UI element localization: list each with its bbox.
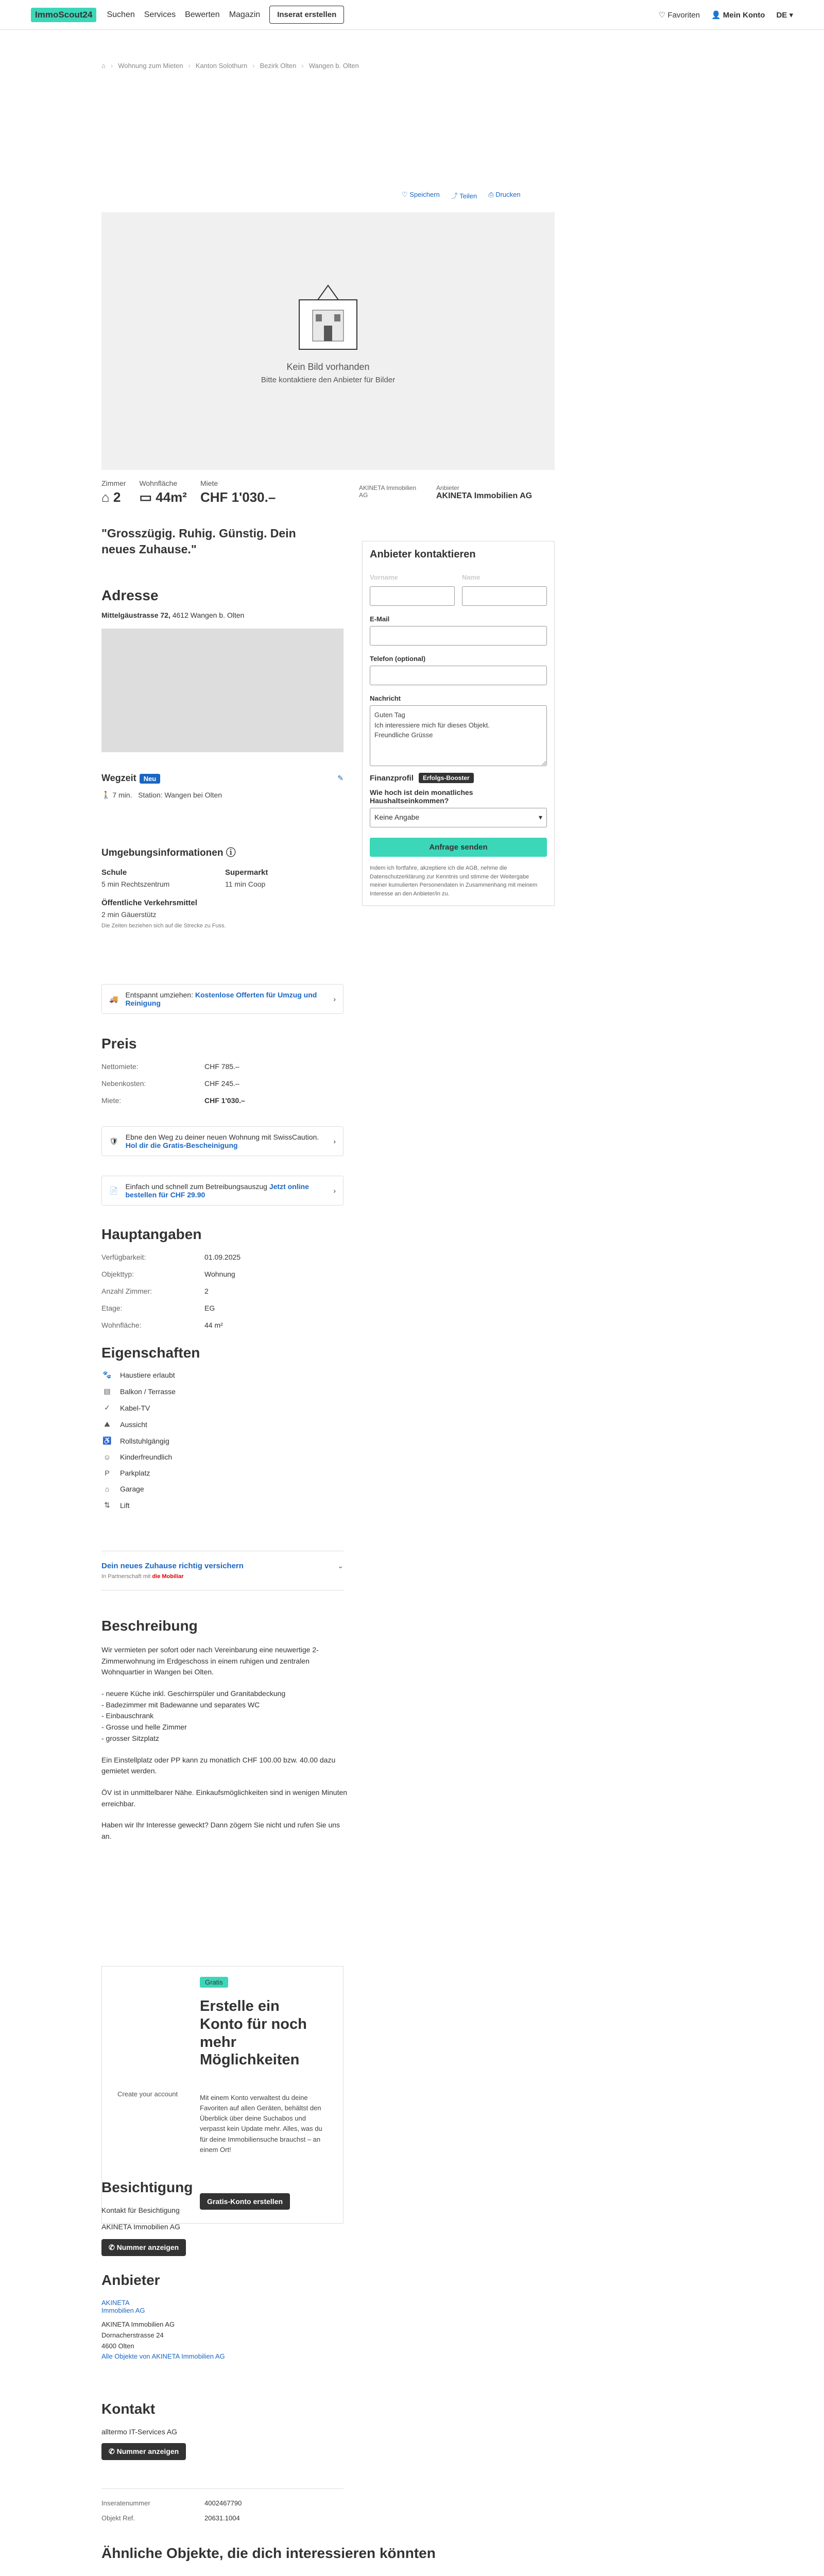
market-value: 11 min Coop: [225, 880, 266, 888]
properties-heading: Eigenschaften: [101, 1345, 200, 1361]
finance-profile: [370, 773, 547, 783]
email-label: E-Mail: [370, 615, 390, 623]
chevron-right-icon: ›: [333, 1187, 336, 1195]
agency-name: AKINETA Immobilien AG: [436, 492, 533, 500]
crumb-1[interactable]: Wohnung zum Mieten: [118, 61, 183, 70]
description-paragraph: Ein Einstellplatz oder PP kann zu monatlich CHF 100.00 bzw. 40.00 dazu gemietet werden.: [101, 1755, 336, 1775]
listing-number-value: 4002467790: [204, 2499, 242, 2507]
net-rent-value: CHF 785.–: [204, 1062, 239, 1071]
show-number-label: Nummer anzeigen: [116, 2447, 179, 2455]
view-icon: ⛰: [104, 1420, 110, 1428]
room-icon: ⌂: [101, 489, 113, 505]
provider-all-objects-link[interactable]: Alle Objekte von AKINETA Immobilien AG: [101, 2352, 225, 2361]
home-icon[interactable]: ⌂: [101, 61, 106, 70]
account-link[interactable]: [711, 10, 765, 20]
rent-label: Miete: [200, 479, 218, 487]
address-section: [101, 587, 344, 752]
success-booster-badge: Erfolgs-Booster: [419, 773, 474, 783]
insert-listing-button[interactable]: Inserat erstellen: [269, 6, 344, 24]
phone-icon: ✆: [109, 2447, 117, 2455]
address-heading: Adresse: [101, 587, 159, 603]
feature-item: Aussicht: [120, 1420, 147, 1429]
map[interactable]: [101, 629, 344, 752]
env-heading: Umgebungsinformationen: [101, 848, 224, 858]
feature-item: Rollstuhlgängig: [120, 1436, 169, 1445]
contact-heading: Kontakt: [101, 2401, 156, 2417]
show-number-label: Nummer anzeigen: [116, 2243, 179, 2251]
travel-heading: Wegzeit: [101, 773, 136, 783]
transport-value: 2 min Gäuerstütz: [101, 910, 157, 919]
chevron-down-icon[interactable]: ⌄: [337, 1562, 344, 1570]
child-icon: ☺: [103, 1453, 111, 1461]
moving-promo-text: Entspannt umziehen:: [125, 991, 193, 999]
favorites-link[interactable]: [659, 10, 700, 20]
nav-bewerten[interactable]: Bewerten: [185, 10, 220, 19]
insurance-banner[interactable]: [101, 1551, 344, 1590]
feature-item: Garage: [120, 1485, 144, 1493]
school-label: Schule: [101, 868, 127, 877]
chevron-down-icon: ▾: [538, 813, 542, 822]
parking-icon: P: [105, 1469, 110, 1477]
image-gallery: [101, 212, 555, 470]
elevator-icon: ⇅: [104, 1501, 110, 1509]
price-heading: Preis: [101, 1036, 137, 1052]
address-city: 4612 Wangen b. Olten: [172, 611, 245, 619]
paw-icon: 🐾: [102, 1370, 112, 1379]
price-section: [101, 1036, 307, 1105]
phone-input[interactable]: [370, 666, 547, 685]
main-data-section: [101, 1226, 307, 1329]
living-area-label: Wohnfläche:: [101, 1321, 142, 1329]
availability-label: Verfügbarkeit:: [101, 1253, 146, 1261]
account-label: Mein Konto: [723, 10, 765, 20]
show-number-button[interactable]: [101, 2443, 186, 2460]
rooms-value: [101, 489, 126, 505]
free-badge: Gratis: [200, 1977, 228, 1988]
address-street: Mittelgäustrasse 72,: [101, 611, 170, 619]
provider-heading: Anbieter: [101, 2272, 160, 2288]
key-facts: [101, 479, 276, 505]
contact-title: Anbieter kontaktieren: [370, 549, 476, 560]
phone-icon: ✆: [109, 2243, 117, 2251]
show-number-button[interactable]: [101, 2239, 186, 2256]
provider-street: Dornacherstrasse 24: [101, 2331, 164, 2339]
station-name: Station: Wangen bei Olten: [138, 791, 222, 799]
school-value: 5 min Rechtszentrum: [101, 880, 170, 888]
description-paragraph: Wir vermieten per sofort oder nach Vereinbarung eine neuwertige 2-Zimmerwohnung im Erdgeschoss in einem ruhigen und zentralen Wohnquartier in Wangen bei Olten.: [101, 1646, 319, 1676]
create-account-button[interactable]: Gratis-Konto erstellen: [200, 2193, 290, 2210]
floor-label: Etage:: [101, 1304, 123, 1312]
walk-icon: 🚶: [101, 791, 113, 799]
feature-item: Parkplatz: [120, 1469, 150, 1477]
send-request-button[interactable]: Anfrage senden: [370, 838, 547, 857]
description-paragraph: Haben wir Ihr Interesse geweckt? Dann zögern Sie nicht und rufen Sie uns an.: [101, 1821, 340, 1840]
moving-promo-link[interactable]: Kostenlose Offerten für Umzug und Reinigung: [125, 991, 317, 1007]
print-button[interactable]: ⎙ Drucken: [488, 191, 521, 198]
edit-icon[interactable]: ✎: [337, 774, 344, 782]
lastname-input[interactable]: [462, 586, 547, 606]
transport-label: Öffentliche Verkehrsmittel: [101, 899, 197, 907]
rooms-count-label: Anzahl Zimmer:: [101, 1287, 152, 1295]
area-icon: ▭: [139, 489, 156, 505]
total-rent-value: CHF 1'030.–: [204, 1096, 245, 1105]
phone-label: Telefon (optional): [370, 655, 426, 663]
rooms-label: Zimmer: [101, 479, 126, 487]
listing-number-label: Inseratenummer: [101, 2499, 150, 2507]
object-ref-value: 20631.1004: [204, 2514, 240, 2522]
feature-item: Balkon / Terrasse: [120, 1387, 176, 1396]
language-select[interactable]: DE ▾: [776, 10, 793, 20]
similar-section: [101, 2545, 725, 2576]
travel-time: [101, 773, 344, 800]
extra-costs-value: CHF 245.–: [204, 1079, 239, 1088]
contact-name: alltermo IT-Services AG: [101, 2428, 178, 2436]
visit-contact-label: Kontakt für Besichtigung: [101, 2206, 180, 2214]
logo-text[interactable]: ImmoScout24: [31, 8, 96, 22]
main-data-heading: Hauptangaben: [101, 1226, 202, 1242]
garage-icon: ⌂: [105, 1485, 110, 1493]
heart-icon: ♡: [658, 10, 668, 20]
favorites-label: Favoriten: [667, 10, 700, 20]
provider-name: AKINETA Immobilien AG: [101, 2320, 175, 2328]
message-label: Nachricht: [370, 694, 401, 703]
income-question: Wie hoch ist dein monatliches Haushaltseinkommen?: [370, 788, 473, 805]
account-text: Mit einem Konto verwaltest du deine Favoriten auf allen Geräten, behältst den Überblick über deine Suchabos und verpasst kein Update mehr. Alles, was du für deine Immobiliensuche brauchst – an einem Ort!: [200, 2094, 322, 2154]
contact-section: [101, 2401, 186, 2460]
debt-extract-text: Einfach und schnell zum Betreibungsauszug: [125, 1182, 267, 1191]
insurance-partner-text: In Partnerschaft mit: [101, 1573, 151, 1580]
insurance-title[interactable]: Dein neues Zuhause richtig versichern: [101, 1562, 244, 1570]
share-button[interactable]: ⤴ Teilen: [451, 192, 477, 200]
legal-notice: Indem ich fortfahre, akzeptiere ich die AGB, nehme die Datenschutzerklärung zur Kenntnis und stimme der Weitergabe meiner kumulierten Personendaten in Zusammenhang mit meinem Interesse an den Anbieter/in zu.: [370, 865, 538, 897]
area-value: [139, 489, 187, 505]
truck-icon: 🚚: [109, 994, 118, 1003]
lastname-label: Name: [462, 573, 480, 581]
description-list: - neuere Küche inkl. Geschirrspüler und Granitabdeckung - Badezimmer mit Badewanne und separates WC - Einbauschrank - Grosse und helle Zimmer - grosser Sitzplatz: [101, 1689, 286, 1742]
agency-header: [359, 484, 555, 501]
info-icon[interactable]: ⓘ: [226, 848, 236, 858]
crumb-2[interactable]: Kanton Solothurn: [195, 61, 248, 70]
object-ref-label: Objekt Ref.: [101, 2514, 135, 2522]
listing-title: "Grosszügig. Ruhig. Günstig. Dein neues Zuhause.": [101, 527, 296, 556]
no-image-subtitle: Bitte kontaktiere den Anbieter für Bilder: [261, 376, 396, 384]
firstname-input[interactable]: [370, 586, 455, 606]
chevron-right-icon: ›: [333, 995, 336, 1003]
nav-magazin[interactable]: Magazin: [229, 10, 261, 19]
description-section: [101, 1618, 349, 1853]
properties-section: [101, 1345, 200, 1510]
area-label: Wohnfläche: [139, 479, 178, 487]
wheelchair-icon: ♿: [102, 1436, 112, 1445]
rooms-number: 2: [113, 489, 121, 505]
feature-item: Kabel-TV: [120, 1403, 150, 1412]
living-area-value: 44 m²: [204, 1321, 223, 1329]
account-image: Create your account: [117, 2090, 178, 2098]
income-selected: Keine Angabe: [374, 813, 420, 822]
nav-services[interactable]: Services: [144, 10, 176, 19]
type-value: Wohnung: [204, 1270, 235, 1278]
market-label: Supermarkt: [225, 868, 268, 877]
rooms-count-value: 2: [204, 1287, 209, 1295]
floor-value: EG: [204, 1304, 215, 1312]
environment-section: [101, 845, 349, 929]
document-icon: 📄: [109, 1186, 118, 1195]
account-title: Erstelle ein Konto für noch mehr Möglichkeiten: [200, 1998, 307, 2069]
agency-logo: AKINETA Immobilien AG: [359, 484, 417, 499]
provider-section: [101, 2272, 225, 2362]
contact-form: [362, 541, 555, 906]
breadcrumb: ⌂ › Wohnung zum Mieten › Kanton Solothurn › Bezirk Olten › Wangen b. Olten: [101, 61, 359, 70]
save-button[interactable]: ♡ Speichern: [402, 191, 440, 198]
income-select[interactable]: [370, 808, 547, 827]
provider-city: 4600 Olten: [101, 2342, 134, 2350]
listing-ids: [101, 2488, 344, 2522]
email-input[interactable]: [370, 626, 547, 646]
net-rent-label: Nettomiete:: [101, 1062, 139, 1071]
visit-contact-name: AKINETA Immobilien AG: [101, 2223, 181, 2231]
mobiliar-logo: die Mobiliar: [152, 1573, 184, 1580]
availability-value: 01.09.2025: [204, 1253, 241, 1261]
moving-promo[interactable]: [101, 984, 344, 1014]
balcony-icon: ▤: [104, 1387, 111, 1395]
provider-logo[interactable]: AKINETA Immobilien AG: [101, 2299, 145, 2314]
feature-item: Kinderfreundlich: [120, 1453, 173, 1461]
save-label: Speichern: [409, 191, 440, 198]
site-header: [0, 0, 824, 30]
building-icon: [297, 284, 359, 351]
no-image-title: Kein Bild vorhanden: [286, 362, 370, 372]
debt-extract-link[interactable]: Jetzt online bestellen für CHF 29.90: [125, 1182, 309, 1199]
tv-icon: ✓: [104, 1403, 110, 1412]
description-heading: Beschreibung: [101, 1618, 198, 1634]
type-label: Objekttyp:: [101, 1270, 134, 1278]
language-label: DE: [776, 10, 787, 20]
main-nav: [107, 6, 344, 24]
print-label: Drucken: [495, 191, 521, 198]
share-label: Teilen: [459, 192, 477, 200]
swisscaution-link[interactable]: Hol dir die Gratis-Bescheinigung: [125, 1141, 238, 1149]
debt-extract-promo[interactable]: [101, 1176, 344, 1206]
env-note: Die Zeiten beziehen sich auf die Strecke zu Fuss.: [101, 923, 226, 929]
similar-heading: Ähnliche Objekte, die dich interessieren könnten: [101, 2545, 436, 2561]
swisscaution-text: Ebne den Weg zu deiner neuen Wohnung mit SwissCaution.: [125, 1133, 319, 1141]
feature-item: Lift: [120, 1501, 130, 1510]
firstname-label: Vorname: [370, 573, 398, 581]
rent-value: CHF 1'030.–: [200, 489, 276, 505]
nav-suchen[interactable]: Suchen: [107, 10, 135, 19]
crumb-3[interactable]: Bezirk Olten: [260, 61, 297, 70]
agency-label: Anbieter: [436, 484, 459, 492]
message-textarea[interactable]: [370, 705, 547, 766]
extra-costs-label: Nebenkosten:: [101, 1079, 146, 1088]
chevron-right-icon: ›: [333, 1137, 336, 1145]
crumb-4[interactable]: Wangen b. Olten: [308, 61, 359, 70]
shield-icon: 🛡: [109, 1137, 118, 1145]
walk-time: 7 min.: [112, 791, 132, 799]
finance-profile-label: Finanzprofil: [370, 773, 414, 783]
visit-section: [101, 2179, 193, 2256]
area-number: 44m²: [156, 489, 187, 505]
total-rent-label: Miete:: [101, 1096, 122, 1105]
feature-item: Haustiere erlaubt: [120, 1370, 175, 1379]
share-bar: [402, 191, 521, 200]
swisscaution-promo[interactable]: [101, 1126, 344, 1156]
new-badge: Neu: [140, 774, 161, 784]
visit-heading: Besichtigung: [101, 2179, 193, 2195]
user-icon: 👤: [711, 10, 723, 20]
description-paragraph: ÖV ist in unmittelbarer Nähe. Einkaufsmöglichkeiten sind in wenigen Minuten erreichbar.: [101, 1788, 348, 1808]
logo[interactable]: [31, 6, 344, 24]
